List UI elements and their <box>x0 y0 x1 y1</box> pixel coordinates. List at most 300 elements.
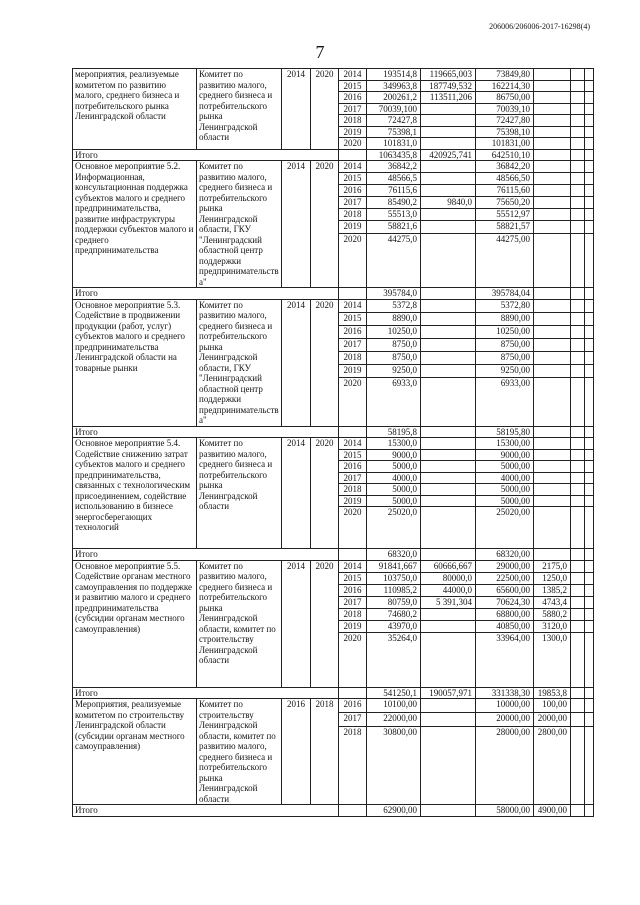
executor-cell: Комитет по развитию малого, среднего бизнеса и потребительского рынка Ленинградской области <box>197 438 282 549</box>
spare-cell <box>585 312 594 325</box>
regional-budget-cell: 5000,00 <box>476 495 534 507</box>
year-cell: 2017 <box>339 712 367 726</box>
total-amount-cell: 70039,100 <box>367 103 421 115</box>
year-cell: 2014 <box>339 438 367 450</box>
document-id: 206006/206006-2017-16298(4) <box>489 22 590 31</box>
regional-budget-cell: 5000,00 <box>476 484 534 496</box>
local-budget-cell <box>534 161 571 173</box>
other-sources-cell <box>571 620 585 632</box>
total-year-cell <box>339 149 367 161</box>
table-row <box>73 699 594 713</box>
spare-cell <box>585 699 594 713</box>
measure-description-cell: Основное мероприятие 5.3. Содействие в продвижении продукции (работ, услуг) субъектов малого и среднего предпринимательства Ленинградской области на товарные рынки <box>73 299 197 426</box>
total-amount-cell: 10100,00 <box>367 699 421 713</box>
other-sources-cell <box>571 115 585 127</box>
total-amount-cell: 22000,00 <box>367 712 421 726</box>
spare-cell <box>585 495 594 507</box>
other-sources-cell <box>571 80 585 92</box>
federal-budget-cell <box>421 461 476 473</box>
year-cell: 2014 <box>339 69 367 81</box>
total-local-cell <box>534 549 571 561</box>
spare-cell <box>585 338 594 351</box>
spare-cell <box>585 572 594 584</box>
total-federal-cell <box>421 426 476 438</box>
total-amount-cell: 25020,0 <box>367 507 421 549</box>
regional-budget-cell: 22500,00 <box>476 572 534 584</box>
start-year-cell: 2014 <box>282 438 311 549</box>
other-sources-cell <box>571 461 585 473</box>
local-budget-cell <box>534 461 571 473</box>
spare-cell <box>585 726 594 804</box>
total-other-cell <box>571 805 585 817</box>
total-year-cell <box>339 805 367 817</box>
regional-budget-cell: 68800,00 <box>476 608 534 620</box>
other-sources-cell <box>571 173 585 185</box>
table-row <box>73 161 594 173</box>
start-year-cell: 2014 <box>282 299 311 426</box>
local-budget-cell: 2175,0 <box>534 560 571 572</box>
total-label-cell: Итого <box>73 687 339 699</box>
local-budget-cell <box>534 364 571 377</box>
program-funding-table <box>72 68 594 817</box>
total-amount-cell: 395784,0 <box>367 288 421 300</box>
executor-cell: Комитет по развитию малого, среднего бизнеса и потребительского рынка Ленинградской области <box>197 69 282 150</box>
federal-budget-cell <box>421 233 476 287</box>
local-budget-cell: 4743,4 <box>534 596 571 608</box>
regional-budget-cell: 75650,20 <box>476 197 534 209</box>
other-sources-cell <box>571 69 585 81</box>
regional-budget-cell: 9000,00 <box>476 449 534 461</box>
federal-budget-cell <box>421 377 476 426</box>
other-sources-cell <box>571 507 585 549</box>
year-cell: 2017 <box>339 197 367 209</box>
total-amount-cell: 8750,0 <box>367 338 421 351</box>
total-federal-cell <box>421 549 476 561</box>
local-budget-cell <box>534 138 571 150</box>
regional-budget-cell: 29000,00 <box>476 560 534 572</box>
end-year-cell: 2020 <box>311 299 339 426</box>
total-amount-cell: 9000,0 <box>367 449 421 461</box>
year-cell: 2016 <box>339 461 367 473</box>
spare-cell <box>585 209 594 221</box>
other-sources-cell <box>571 584 585 596</box>
total-regional-cell: 395784,04 <box>476 288 534 300</box>
local-budget-cell <box>534 233 571 287</box>
year-cell: 2017 <box>339 596 367 608</box>
year-cell: 2014 <box>339 299 367 312</box>
federal-budget-cell <box>421 209 476 221</box>
total-label-cell: Итого <box>73 805 339 817</box>
local-budget-cell <box>534 449 571 461</box>
regional-budget-cell: 33964,00 <box>476 632 534 687</box>
regional-budget-cell: 162214,30 <box>476 80 534 92</box>
spare-cell <box>585 449 594 461</box>
start-year-cell: 2014 <box>282 69 311 150</box>
total-amount-cell: 44275,0 <box>367 233 421 287</box>
local-budget-cell <box>534 484 571 496</box>
spare-cell <box>585 288 594 300</box>
regional-budget-cell: 9250,00 <box>476 364 534 377</box>
spare-cell <box>585 351 594 364</box>
other-sources-cell <box>571 312 585 325</box>
total-amount-cell: 5000,0 <box>367 495 421 507</box>
total-amount-cell: 55513,0 <box>367 209 421 221</box>
spare-cell <box>585 138 594 150</box>
year-cell: 2018 <box>339 351 367 364</box>
federal-budget-cell: 119665,003 <box>421 69 476 81</box>
spare-cell <box>585 364 594 377</box>
year-cell: 2018 <box>339 209 367 221</box>
spare-cell <box>585 197 594 209</box>
year-cell: 2015 <box>339 80 367 92</box>
total-federal-cell: 190057,971 <box>421 687 476 699</box>
regional-budget-cell: 76115,60 <box>476 185 534 197</box>
federal-budget-cell <box>421 507 476 549</box>
regional-budget-cell: 8890,00 <box>476 312 534 325</box>
total-label-cell: Итого <box>73 149 339 161</box>
local-budget-cell <box>534 115 571 127</box>
total-amount-cell: 80759,0 <box>367 596 421 608</box>
regional-budget-cell: 58821,57 <box>476 221 534 233</box>
regional-budget-cell: 36842,20 <box>476 161 534 173</box>
total-year-cell <box>339 687 367 699</box>
federal-budget-cell <box>421 325 476 338</box>
year-cell: 2019 <box>339 126 367 138</box>
federal-budget-cell <box>421 173 476 185</box>
total-amount-cell: 48566,5 <box>367 173 421 185</box>
local-budget-cell <box>534 69 571 81</box>
total-other-cell <box>571 549 585 561</box>
other-sources-cell <box>571 197 585 209</box>
table-row <box>73 438 594 450</box>
spare-cell <box>585 438 594 450</box>
total-local-cell <box>534 288 571 300</box>
other-sources-cell <box>571 699 585 713</box>
total-row <box>73 805 594 817</box>
other-sources-cell <box>571 325 585 338</box>
federal-budget-cell <box>421 351 476 364</box>
regional-budget-cell: 55512,97 <box>476 209 534 221</box>
total-label-cell: Итого <box>73 426 339 438</box>
federal-budget-cell: 44000,0 <box>421 584 476 596</box>
federal-budget-cell <box>421 495 476 507</box>
program-funding-table-wrapper <box>72 68 594 817</box>
other-sources-cell <box>571 221 585 233</box>
local-budget-cell <box>534 209 571 221</box>
year-cell: 2018 <box>339 608 367 620</box>
other-sources-cell <box>571 185 585 197</box>
total-row <box>73 149 594 161</box>
year-cell: 2019 <box>339 221 367 233</box>
federal-budget-cell <box>421 364 476 377</box>
local-budget-cell: 1300,0 <box>534 632 571 687</box>
spare-cell <box>585 92 594 104</box>
total-amount-cell: 103750,0 <box>367 572 421 584</box>
other-sources-cell <box>571 608 585 620</box>
local-budget-cell <box>534 221 571 233</box>
total-amount-cell: 8890,0 <box>367 312 421 325</box>
year-cell: 2014 <box>339 560 367 572</box>
spare-cell <box>585 299 594 312</box>
year-cell: 2016 <box>339 92 367 104</box>
other-sources-cell <box>571 560 585 572</box>
other-sources-cell <box>571 472 585 484</box>
federal-budget-cell <box>421 221 476 233</box>
total-label-cell: Итого <box>73 549 339 561</box>
federal-budget-cell <box>421 299 476 312</box>
table-row <box>73 299 594 312</box>
total-amount-cell: 5000,0 <box>367 484 421 496</box>
spare-cell <box>585 161 594 173</box>
local-budget-cell <box>534 103 571 115</box>
start-year-cell: 2016 <box>282 699 311 805</box>
other-sources-cell <box>571 438 585 450</box>
page-number: 7 <box>315 42 325 62</box>
federal-budget-cell <box>421 726 476 804</box>
other-sources-cell <box>571 572 585 584</box>
federal-budget-cell <box>421 608 476 620</box>
end-year-cell: 2020 <box>311 161 339 288</box>
total-federal-cell: 420925,741 <box>421 149 476 161</box>
other-sources-cell <box>571 484 585 496</box>
year-cell: 2015 <box>339 449 367 461</box>
total-regional-cell: 642510,10 <box>476 149 534 161</box>
regional-budget-cell: 6933,00 <box>476 377 534 426</box>
regional-budget-cell: 75398,10 <box>476 126 534 138</box>
federal-budget-cell <box>421 620 476 632</box>
local-budget-cell <box>534 338 571 351</box>
year-cell: 2015 <box>339 572 367 584</box>
spare-cell <box>585 687 594 699</box>
federal-budget-cell <box>421 115 476 127</box>
federal-budget-cell: 80000,0 <box>421 572 476 584</box>
other-sources-cell <box>571 103 585 115</box>
year-cell: 2020 <box>339 233 367 287</box>
total-amount-cell: 9250,0 <box>367 364 421 377</box>
year-cell: 2018 <box>339 115 367 127</box>
total-amount-cell: 349963,8 <box>367 80 421 92</box>
total-regional-cell: 331338,30 <box>476 687 534 699</box>
total-amount-cell: 36842,2 <box>367 161 421 173</box>
other-sources-cell <box>571 712 585 726</box>
local-budget-cell <box>534 173 571 185</box>
year-cell: 2015 <box>339 173 367 185</box>
local-budget-cell: 5880,2 <box>534 608 571 620</box>
regional-budget-cell: 40850,00 <box>476 620 534 632</box>
year-cell: 2017 <box>339 103 367 115</box>
executor-cell: Комитет по развитию малого, среднего бизнеса и потребительского рынка Ленинградской области, комитет по строительству Ленинградской области <box>197 560 282 687</box>
total-row <box>73 549 594 561</box>
other-sources-cell <box>571 596 585 608</box>
regional-budget-cell: 86750,00 <box>476 92 534 104</box>
year-cell: 2014 <box>339 161 367 173</box>
total-regional-cell: 58000,00 <box>476 805 534 817</box>
executor-cell: Комитет по развитию малого, среднего бизнеса и потребительского рынка Ленинградской области, ГКУ "Ленинградский областной центр поддержки предпринимательства" <box>197 299 282 426</box>
other-sources-cell <box>571 233 585 287</box>
federal-budget-cell: 113511,206 <box>421 92 476 104</box>
local-budget-cell: 1250,0 <box>534 572 571 584</box>
federal-budget-cell <box>421 449 476 461</box>
measure-description-cell: Мероприятия, реализуемые комитетом по строительству Ленинградской области (субсидии органам местного самоуправления) <box>73 699 197 805</box>
federal-budget-cell <box>421 103 476 115</box>
regional-budget-cell: 10000,00 <box>476 699 534 713</box>
other-sources-cell <box>571 449 585 461</box>
total-amount-cell: 200261,2 <box>367 92 421 104</box>
total-amount-cell: 58195,8 <box>367 426 421 438</box>
total-row <box>73 288 594 300</box>
year-cell: 2017 <box>339 338 367 351</box>
local-budget-cell <box>534 312 571 325</box>
regional-budget-cell: 48566,50 <box>476 173 534 185</box>
regional-budget-cell: 20000,00 <box>476 712 534 726</box>
federal-budget-cell <box>421 126 476 138</box>
total-other-cell <box>571 288 585 300</box>
local-budget-cell: 1385,2 <box>534 584 571 596</box>
spare-cell <box>585 126 594 138</box>
total-amount-cell: 193514,8 <box>367 69 421 81</box>
local-budget-cell: 100,00 <box>534 699 571 713</box>
total-local-cell <box>534 149 571 161</box>
end-year-cell: 2020 <box>311 69 339 150</box>
regional-budget-cell: 72427,80 <box>476 115 534 127</box>
total-row <box>73 687 594 699</box>
total-label-cell: Итого <box>73 288 339 300</box>
measure-description-cell: Основное мероприятие 5.2. Информационная, консультационная поддержка субъектов малого и среднего предпринимательства, развитие инфраструктуры поддержки субъектов малого и среднего предпринимательства <box>73 161 197 288</box>
spare-cell <box>585 80 594 92</box>
other-sources-cell <box>571 161 585 173</box>
regional-budget-cell: 5000,00 <box>476 461 534 473</box>
federal-budget-cell <box>421 632 476 687</box>
end-year-cell: 2020 <box>311 438 339 549</box>
local-budget-cell: 3120,0 <box>534 620 571 632</box>
regional-budget-cell: 5372,80 <box>476 299 534 312</box>
measure-description-cell: Основное мероприятие 5.5. Содействие органам местного самоуправления по поддержке и развитию малого и среднего предпринимательства (субсидии органам местного самоуправления) <box>73 560 197 687</box>
regional-budget-cell: 70039,10 <box>476 103 534 115</box>
regional-budget-cell: 15300,00 <box>476 438 534 450</box>
year-cell: 2018 <box>339 484 367 496</box>
total-amount-cell: 58821,6 <box>367 221 421 233</box>
table-row <box>73 560 594 572</box>
local-budget-cell <box>534 325 571 338</box>
federal-budget-cell <box>421 138 476 150</box>
year-cell: 2020 <box>339 507 367 549</box>
other-sources-cell <box>571 209 585 221</box>
total-amount-cell: 4000,0 <box>367 472 421 484</box>
year-cell: 2016 <box>339 185 367 197</box>
other-sources-cell <box>571 92 585 104</box>
spare-cell <box>585 103 594 115</box>
total-row <box>73 426 594 438</box>
local-budget-cell <box>534 495 571 507</box>
year-cell: 2016 <box>339 699 367 713</box>
federal-budget-cell <box>421 472 476 484</box>
spare-cell <box>585 472 594 484</box>
year-cell: 2019 <box>339 495 367 507</box>
local-budget-cell <box>534 299 571 312</box>
total-amount-cell: 74680,2 <box>367 608 421 620</box>
spare-cell <box>585 560 594 572</box>
spare-cell <box>585 620 594 632</box>
local-budget-cell <box>534 438 571 450</box>
total-regional-cell: 58195,80 <box>476 426 534 438</box>
spare-cell <box>585 584 594 596</box>
total-amount-cell: 35264,0 <box>367 632 421 687</box>
federal-budget-cell <box>421 438 476 450</box>
start-year-cell: 2014 <box>282 161 311 288</box>
total-amount-cell: 1063435,8 <box>367 149 421 161</box>
other-sources-cell <box>571 338 585 351</box>
federal-budget-cell: 5 391,304 <box>421 596 476 608</box>
total-amount-cell: 15300,0 <box>367 438 421 450</box>
regional-budget-cell: 10250,00 <box>476 325 534 338</box>
spare-cell <box>585 805 594 817</box>
federal-budget-cell <box>421 338 476 351</box>
regional-budget-cell: 44275,00 <box>476 233 534 287</box>
spare-cell <box>585 69 594 81</box>
other-sources-cell <box>571 351 585 364</box>
local-budget-cell <box>534 185 571 197</box>
year-cell: 2017 <box>339 472 367 484</box>
regional-budget-cell: 70624,30 <box>476 596 534 608</box>
spare-cell <box>585 507 594 549</box>
regional-budget-cell: 25020,00 <box>476 507 534 549</box>
year-cell: 2020 <box>339 377 367 426</box>
year-cell: 2019 <box>339 364 367 377</box>
spare-cell <box>585 461 594 473</box>
end-year-cell: 2018 <box>311 699 339 805</box>
total-other-cell <box>571 426 585 438</box>
federal-budget-cell <box>421 161 476 173</box>
end-year-cell: 2020 <box>311 560 339 687</box>
regional-budget-cell: 73849,80 <box>476 69 534 81</box>
regional-budget-cell: 4000,00 <box>476 472 534 484</box>
spare-cell <box>585 173 594 185</box>
total-federal-cell <box>421 805 476 817</box>
federal-budget-cell <box>421 699 476 713</box>
executor-cell: Комитет по развитию малого, среднего бизнеса и потребительского рынка Ленинградской области, ГКУ "Ленинградский областной центр поддержки предпринимательства" <box>197 161 282 288</box>
spare-cell <box>585 712 594 726</box>
other-sources-cell <box>571 299 585 312</box>
spare-cell <box>585 325 594 338</box>
spare-cell <box>585 221 594 233</box>
total-amount-cell: 62900,00 <box>367 805 421 817</box>
regional-budget-cell: 8750,00 <box>476 351 534 364</box>
total-amount-cell: 85490,2 <box>367 197 421 209</box>
year-cell: 2015 <box>339 312 367 325</box>
federal-budget-cell <box>421 712 476 726</box>
spare-cell <box>585 115 594 127</box>
total-year-cell <box>339 288 367 300</box>
other-sources-cell <box>571 364 585 377</box>
total-amount-cell: 10250,0 <box>367 325 421 338</box>
executor-cell: Комитет по строительству Ленинградской области, комитет по развитию малого, среднего бизнеса и потребительского рынка Ленинградской области <box>197 699 282 805</box>
other-sources-cell <box>571 632 585 687</box>
start-year-cell: 2014 <box>282 560 311 687</box>
local-budget-cell <box>534 472 571 484</box>
regional-budget-cell: 101831,00 <box>476 138 534 150</box>
total-year-cell <box>339 549 367 561</box>
local-budget-cell: 2000,00 <box>534 712 571 726</box>
local-budget-cell <box>534 507 571 549</box>
total-amount-cell: 110985,2 <box>367 584 421 596</box>
total-federal-cell <box>421 288 476 300</box>
table-row <box>73 69 594 81</box>
total-other-cell <box>571 687 585 699</box>
year-cell: 2020 <box>339 632 367 687</box>
local-budget-cell <box>534 126 571 138</box>
total-amount-cell: 101831,0 <box>367 138 421 150</box>
other-sources-cell <box>571 495 585 507</box>
